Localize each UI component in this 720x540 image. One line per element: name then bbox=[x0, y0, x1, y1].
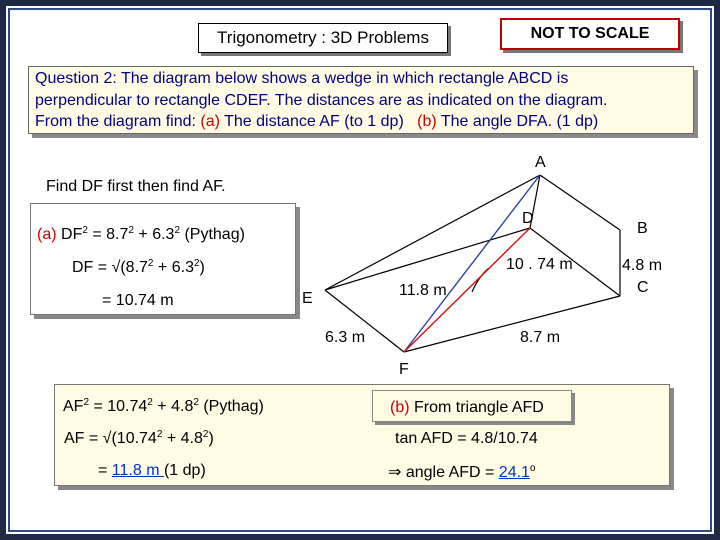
work-af-line-2 bbox=[64, 430, 214, 448]
page-title: Trigonometry : 3D Problems bbox=[217, 28, 429, 47]
hint-text: Find DF first then find AF. bbox=[46, 178, 226, 195]
sq-2: 2 bbox=[128, 225, 134, 236]
work-a-l1-d: (Pythag) bbox=[180, 226, 245, 243]
work-af-l1-b: = 10.74 bbox=[89, 398, 148, 415]
degree-sign: o bbox=[529, 463, 536, 474]
work-a-tag: (a) bbox=[37, 226, 57, 243]
question-line-2: perpendicular to rectangle CDEF. The distances are as indicated on the diagram. bbox=[35, 91, 608, 109]
sq-6: 2 bbox=[83, 397, 90, 408]
sq-9: 2 bbox=[156, 429, 163, 440]
label-d: D bbox=[522, 210, 534, 227]
work-a-l1-b: = 8.7 bbox=[87, 226, 129, 243]
not-to-scale-label: NOT TO SCALE bbox=[530, 25, 650, 42]
work-af-line-3 bbox=[98, 462, 206, 480]
label-a: A bbox=[535, 154, 546, 171]
work-af-l3-pre: = bbox=[98, 462, 112, 479]
label-b: B bbox=[637, 220, 648, 237]
label-bc-length: 4.8 m bbox=[622, 257, 663, 274]
work-af-l3-post: (1 dp) bbox=[163, 462, 206, 479]
work-b-title bbox=[390, 399, 544, 417]
work-a-l1-a: DF bbox=[56, 226, 83, 243]
work-a-l1-c: + 6.3 bbox=[133, 226, 175, 243]
work-af-l2-a: AF = √(10.74 bbox=[64, 430, 157, 447]
work-b-title-text: From triangle AFD bbox=[409, 399, 544, 416]
af-answer: 11.8 m bbox=[111, 462, 164, 479]
sq-8: 2 bbox=[193, 397, 199, 408]
work-af-l2-c: ) bbox=[208, 430, 214, 447]
label-ef-length: 6.3 m bbox=[325, 329, 366, 346]
work-af-l1-c: + 4.8 bbox=[152, 398, 194, 415]
label-df-length: 10 . 74 m bbox=[506, 256, 573, 273]
sq-10: 2 bbox=[202, 429, 209, 440]
question-text-1: The diagram below shows a wedge in which rectangle ABCD is bbox=[116, 70, 569, 87]
work-b-tag: (b) bbox=[390, 399, 410, 416]
part-a-tag: (a) bbox=[200, 113, 220, 130]
sq-4: 2 bbox=[147, 258, 154, 269]
implies-icon: ⇒ bbox=[388, 464, 402, 481]
work-af-l2-b: + 4.8 bbox=[162, 430, 203, 447]
label-af-length: 11.8 m bbox=[399, 282, 447, 299]
work-b-l2-pre: angle AFD = bbox=[401, 464, 499, 481]
work-a-l2-a: DF = √(8.7 bbox=[72, 259, 148, 276]
part-b-tag: (b) bbox=[417, 113, 437, 130]
edge-fc bbox=[404, 296, 620, 352]
work-af-l1-d: (Pythag) bbox=[198, 398, 264, 415]
work-a-l2-b: + 6.3 bbox=[153, 259, 194, 276]
work-af-l1-a: AF bbox=[63, 398, 84, 415]
sq-3: 2 bbox=[174, 225, 180, 236]
sq-1: 2 bbox=[82, 225, 88, 236]
part-b-text: The angle DFA. (1 dp) bbox=[436, 113, 599, 130]
sq-5: 2 bbox=[193, 258, 200, 269]
work-b-line-2 bbox=[388, 462, 536, 482]
afd-answer: 24.1 bbox=[498, 464, 530, 481]
work-b-line-1: tan AFD = 4.8/10.74 bbox=[395, 430, 538, 447]
work-a-line-3: = 10.74 m bbox=[102, 292, 174, 309]
label-c: C bbox=[637, 279, 649, 296]
label-f: F bbox=[399, 361, 409, 378]
label-e: E bbox=[302, 290, 313, 307]
work-a-l2-c: ) bbox=[199, 259, 205, 276]
label-cf-length: 8.7 m bbox=[520, 329, 561, 346]
work-af-line-1 bbox=[63, 398, 264, 416]
question-text-3: From the diagram find: bbox=[35, 113, 201, 130]
edge-ab bbox=[540, 175, 620, 230]
part-a-text: The distance AF (to 1 dp) bbox=[219, 113, 404, 130]
sq-7: 2 bbox=[147, 397, 153, 408]
question-lead: Question 2: bbox=[35, 70, 117, 87]
